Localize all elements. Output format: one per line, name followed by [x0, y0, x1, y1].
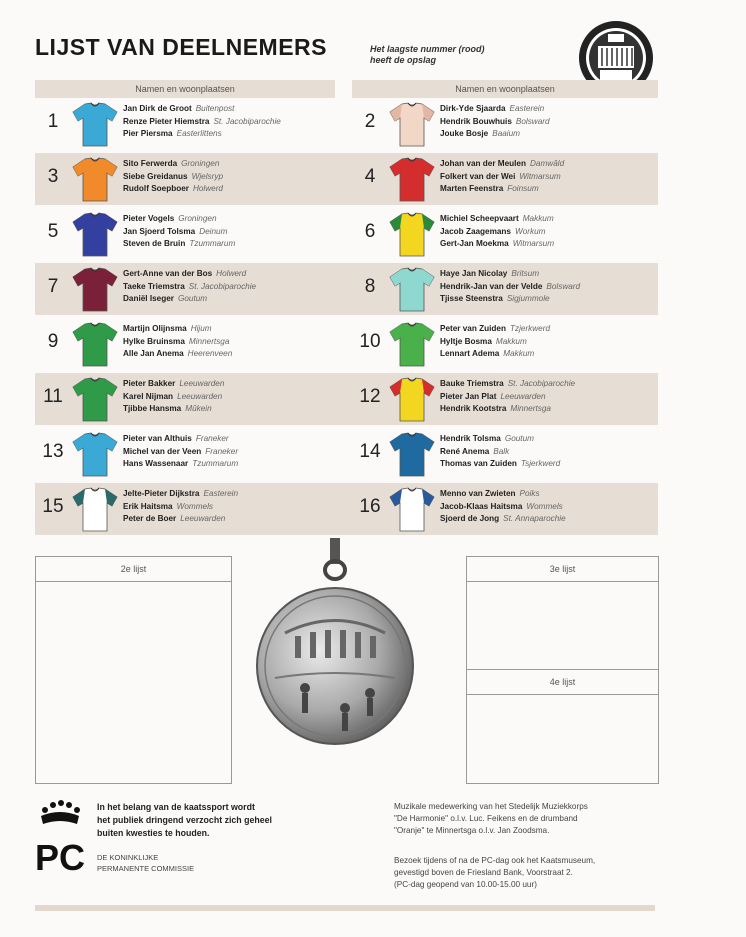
player-place: Makkum [522, 214, 554, 223]
player-line [440, 281, 580, 294]
team-entry [35, 263, 335, 315]
player-place: Buitenpost [195, 104, 235, 113]
player-name: Hans Wassenaar [123, 459, 189, 468]
player-name: Steven de Bruin [123, 239, 186, 248]
shirt-icon [388, 485, 436, 533]
shirt-icon [388, 210, 436, 258]
player-place: Easterein [203, 489, 239, 498]
medal-image [255, 538, 415, 763]
player-name: Pieter Bakker [123, 379, 176, 388]
player-name: Siebe Greidanus [123, 171, 188, 181]
appeal-line: buiten kwesties te houden. [97, 828, 210, 838]
player-line [123, 183, 223, 196]
player-name: Erik Haitsma [123, 501, 173, 511]
team-number: 6 [364, 221, 376, 242]
player-place: Hijum [190, 324, 212, 333]
player-list [440, 323, 550, 361]
team-number: 11 [43, 386, 63, 407]
player-name: Jan Sjoerd Tolsma [123, 226, 196, 236]
museum-line: (PC-dag geopend van 10.00-15.00 uur) [394, 880, 537, 889]
team-entry [35, 153, 335, 205]
player-place: Heerenveen [187, 349, 233, 358]
player-place: Leeuwarden [500, 391, 546, 401]
player-line [123, 433, 238, 446]
shirt-icon [388, 100, 436, 148]
team-entry [352, 208, 652, 260]
player-name: Marten Feenstra [440, 184, 504, 193]
player-name: Hendrik Bouwhuis [440, 116, 512, 126]
player-place: St. Jacobiparochie [188, 281, 257, 291]
team-entry [352, 373, 652, 425]
team-entry [35, 208, 335, 260]
team-entry [35, 428, 335, 480]
list-box-label: 4e lijst [467, 670, 658, 695]
player-list [123, 378, 224, 416]
team-number: 12 [359, 386, 381, 407]
player-line [440, 171, 564, 184]
appeal-line: In het belang van de kaatssport wordt [97, 802, 255, 812]
player-line [440, 213, 554, 226]
museum-info [394, 855, 664, 891]
player-line [123, 281, 256, 294]
player-place: St. Jacobiparochie [213, 116, 281, 126]
player-line [440, 226, 554, 239]
player-line [440, 293, 580, 306]
player-name: Bauke Triemstra [440, 379, 504, 388]
player-name: Jouke Bosje [440, 129, 489, 138]
music-line: "De Harmonie" o.l.v. Luc. Feikens en de drumband [394, 814, 578, 823]
player-place: Groningen [181, 159, 220, 168]
music-credits [394, 801, 664, 837]
shirt-icon [71, 430, 119, 478]
player-line [123, 128, 281, 141]
player-place: St. Jacobiparochie [507, 379, 576, 388]
page-title: LIJST VAN DEELNEMERS [35, 34, 327, 60]
player-line [440, 403, 575, 416]
player-line [123, 513, 238, 526]
player-place: Makkum [495, 336, 527, 346]
player-line [440, 103, 550, 116]
player-place: Britsum [511, 269, 540, 278]
player-list [123, 323, 232, 361]
team-number: 7 [47, 276, 59, 297]
team-entry [352, 263, 652, 315]
player-place: Leeuwarden [180, 514, 226, 523]
player-place: Bolsward [546, 281, 581, 291]
player-list [440, 158, 564, 196]
shirt-icon [388, 265, 436, 313]
player-place: Minnertsga [510, 404, 551, 413]
serve-note-line: heeft de opslag [370, 55, 437, 65]
player-list [123, 158, 223, 196]
player-name: René Anema [440, 446, 490, 456]
team-number: 3 [47, 166, 59, 187]
player-line [123, 226, 235, 239]
player-name: Rudolf Soepboer [123, 184, 189, 193]
player-place: Wommels [526, 501, 563, 511]
list-box-4 [466, 669, 659, 784]
player-list [440, 268, 580, 306]
player-list [123, 433, 238, 471]
player-line [123, 213, 235, 226]
player-name: Hyltje Bosma [440, 336, 492, 346]
player-place: Foinsum [507, 184, 539, 193]
team-number: 13 [42, 441, 64, 462]
organisation-name [97, 852, 194, 874]
player-name: Lennart Adema [440, 349, 500, 358]
shirt-icon [388, 375, 436, 423]
player-line [440, 128, 550, 141]
player-place: Tzummarum [189, 239, 236, 248]
player-place: Holwerd [192, 184, 223, 193]
player-name: Michel van der Veen [123, 446, 202, 456]
player-name: Johan van der Meulen [440, 159, 526, 168]
player-line [440, 488, 566, 501]
player-name: Alle Jan Anema [123, 349, 184, 358]
player-place: Leeuwarden [179, 379, 225, 388]
player-place: Damwâld [530, 159, 565, 168]
player-name: Gert-Anne van der Bos [123, 269, 213, 278]
player-place: Franeker [195, 434, 229, 443]
organisation-line: DE KONINKLIJKE [97, 853, 159, 862]
player-name: Pieter Jan Plat [440, 391, 497, 401]
player-line [440, 348, 550, 361]
player-line [440, 323, 550, 336]
player-list [440, 433, 560, 471]
player-name: Tjibbe Hansma [123, 404, 182, 413]
shirt-icon [388, 430, 436, 478]
bottom-rule [35, 905, 655, 911]
player-name: Jelte-Pieter Dijkstra [123, 489, 200, 498]
appeal-line: het publiek dringend verzocht zich geheel [97, 815, 272, 825]
player-line [123, 293, 256, 306]
player-name: Martijn Olijnsma [123, 324, 187, 333]
player-place: Easterein [509, 104, 545, 113]
player-place: Minnertsga [188, 336, 230, 346]
player-line [440, 183, 564, 196]
player-place: Franeker [205, 446, 239, 456]
player-name: Michiel Scheepvaart [440, 214, 519, 223]
music-line: Muzikale medewerking van het Stedelijk Muziekkorps [394, 802, 588, 811]
team-number: 15 [42, 496, 64, 517]
player-line [440, 378, 575, 391]
player-name: Hendrik-Jan van der Velde [440, 281, 543, 291]
list-box-label: 2e lijst [36, 557, 231, 582]
team-number: 9 [47, 331, 59, 352]
serve-note [370, 44, 520, 66]
player-list [123, 488, 238, 526]
player-name: Hendrik Tolsma [440, 434, 501, 443]
shirt-icon [71, 320, 119, 368]
player-name: Menno van Zwieten [440, 489, 516, 498]
player-list [123, 103, 281, 141]
player-line [123, 378, 224, 391]
player-line [123, 336, 232, 349]
player-list [440, 103, 550, 141]
player-line [440, 458, 560, 471]
team-entry [352, 98, 652, 150]
player-name: Hylke Bruinsma [123, 336, 185, 346]
player-name: Hendrik Kootstra [440, 404, 507, 413]
player-place: Goutum [504, 434, 534, 443]
team-number: 4 [364, 166, 376, 187]
team-entry [35, 318, 335, 370]
player-place: Holwerd [216, 269, 247, 278]
player-place: Leeuwarden [177, 391, 223, 401]
player-list [123, 268, 256, 306]
player-line [440, 391, 575, 404]
player-place: Tzummarum [192, 459, 239, 468]
shirt-icon [71, 210, 119, 258]
player-line [440, 268, 580, 281]
player-line [123, 488, 238, 501]
player-place: Sigjummole [506, 294, 550, 303]
shirt-icon [388, 320, 436, 368]
player-line [123, 171, 223, 184]
team-entry [352, 153, 652, 205]
player-name: Pieter Vogels [123, 214, 175, 223]
player-place: Bolsward [515, 116, 550, 126]
player-list [440, 213, 554, 251]
player-name: Peter de Boer [123, 514, 177, 523]
player-name: Karel Nijman [123, 391, 174, 401]
team-number: 5 [47, 221, 59, 242]
player-list [440, 378, 575, 416]
player-place: Wommels [176, 501, 213, 511]
team-entry [352, 318, 652, 370]
player-line [440, 433, 560, 446]
team-number: 8 [364, 276, 376, 297]
player-line [440, 158, 564, 171]
player-place: Deinum [199, 226, 228, 236]
player-name: Taeke Triemstra [123, 281, 185, 291]
player-name: Sjoerd de Jong [440, 514, 500, 523]
player-name: Tjisse Steenstra [440, 294, 503, 303]
column-header-left: Namen en woonplaatsen [35, 80, 335, 98]
player-name: Folkert van der Wei [440, 171, 516, 181]
player-name: Sito Ferwerda [123, 159, 178, 168]
player-list [440, 488, 566, 526]
player-line [123, 391, 224, 404]
player-place: Wjelsryp [191, 171, 224, 181]
player-line [123, 158, 223, 171]
team-entry [35, 98, 335, 150]
museum-line: Bezoek tijdens of na de PC-dag ook het Kaatsmuseum, [394, 856, 596, 865]
team-entry [352, 483, 652, 535]
shirt-icon [71, 485, 119, 533]
player-place: Tsjerkwerd [520, 459, 561, 468]
player-line [123, 323, 232, 336]
player-place: Balk [493, 446, 510, 456]
player-line [123, 501, 238, 514]
player-line [440, 513, 566, 526]
appeal-text [97, 801, 337, 840]
team-entry [352, 428, 652, 480]
player-place: Witmarsum [519, 171, 561, 181]
player-line [123, 116, 281, 129]
team-number: 1 [47, 111, 59, 132]
player-name: Daniël Iseger [123, 294, 174, 303]
shirt-icon [71, 100, 119, 148]
player-place: Witmarsum [512, 239, 555, 248]
player-line [440, 238, 554, 251]
player-line [440, 446, 560, 459]
shirt-icon [71, 375, 119, 423]
player-line [123, 348, 232, 361]
player-line [440, 116, 550, 129]
player-name: Dirk-Yde Sjaarda [440, 104, 506, 113]
player-line [123, 268, 256, 281]
player-line [123, 403, 224, 416]
player-place: Groningen [178, 214, 217, 223]
player-name: Pier Piersma [123, 129, 173, 138]
player-place: Tzjerkwerd [509, 324, 551, 333]
team-number: 2 [364, 111, 376, 132]
list-box-2 [35, 556, 232, 784]
team-number: 10 [359, 331, 381, 352]
player-line [123, 446, 238, 459]
serve-note-line: Het laagste nummer (rood) [370, 44, 485, 54]
music-line: "Oranje" te Minnertsga o.l.v. Jan Zoodsma. [394, 826, 550, 835]
player-name: Pieter van Althuis [123, 434, 192, 443]
pc-logo [35, 800, 85, 880]
player-place: St. Annaparochie [503, 514, 566, 523]
team-entry [35, 373, 335, 425]
museum-line: gevestigd boven de Friesland Bank, Voorstraat 2. [394, 868, 573, 877]
player-place: Easterlittens [176, 129, 222, 138]
player-place: Makkum [503, 349, 535, 358]
player-line [123, 103, 281, 116]
team-number: 14 [359, 441, 381, 462]
list-box-3 [466, 556, 659, 671]
player-place: Baaium [492, 129, 520, 138]
player-name: Thomas van Zuiden [440, 459, 517, 468]
team-entry [35, 483, 335, 535]
player-name: Jacob-Klaas Haitsma [440, 501, 523, 511]
player-line [123, 238, 235, 251]
shirt-icon [71, 155, 119, 203]
team-number: 16 [359, 496, 381, 517]
player-name: Jacob Zaagemans [440, 226, 511, 236]
pc-logo-text: PC [35, 837, 85, 878]
player-place: Mûkein [185, 404, 212, 413]
shirt-icon [71, 265, 119, 313]
player-line [440, 336, 550, 349]
shirt-icon [388, 155, 436, 203]
player-name: Haye Jan Nicolay [440, 269, 508, 278]
player-place: Poiks [519, 489, 540, 498]
player-line [440, 501, 566, 514]
player-place: Workum [515, 226, 546, 236]
column-header-right: Namen en woonplaatsen [352, 80, 658, 98]
player-list [123, 213, 235, 251]
list-box-label: 3e lijst [467, 557, 658, 582]
player-name: Renze Pieter Hiemstra [123, 116, 210, 126]
organisation-line: PERMANENTE COMMISSIE [97, 864, 195, 873]
player-line [123, 458, 238, 471]
player-name: Jan Dirk de Groot [123, 104, 192, 113]
player-name: Peter van Zuiden [440, 324, 506, 333]
player-place: Goutum [177, 294, 208, 303]
player-name: Gert-Jan Moekma [440, 239, 509, 248]
